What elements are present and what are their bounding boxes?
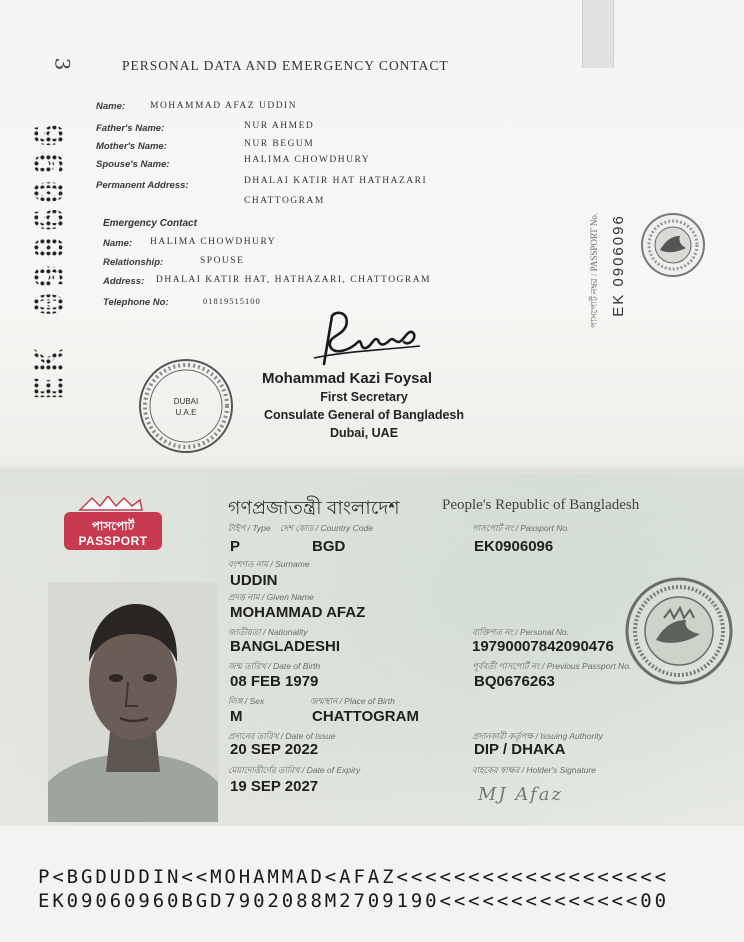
passport-no-value: EK0906096 (474, 538, 554, 555)
ec-address-value: DHALAI KATIR HAT, HATHAZARI, CHATTOGRAM (156, 275, 432, 285)
permanent-address-line2: CHATTOGRAM (244, 196, 325, 206)
personal-no-label: ব্যক্তিগত নং / Personal No. (472, 627, 570, 637)
passport-badge (58, 502, 168, 550)
badge-english: PASSPORT (78, 534, 148, 548)
bangladesh-emblem-icon (640, 212, 706, 278)
country-code-label: দেশ কোড / Country Code (280, 523, 373, 533)
prev-passport-label: পূর্ববর্তী পাসপোর্ট নং / Previous Passport No. (472, 661, 632, 671)
name-value: MOHAMMAD AFAZ UDDIN (150, 101, 298, 111)
sex-value: M (230, 708, 243, 725)
page-number: 3 (50, 57, 75, 71)
emergency-contact-title: Emergency Contact (103, 218, 197, 229)
perforation-text: EK 0906096 (27, 119, 74, 401)
type-label: টাইপ / Type (228, 523, 271, 533)
expiry-date-label: মেয়াদোত্তীর্ণের তারিখ / Date of Expiry (228, 765, 361, 775)
signer-location: Dubai, UAE (329, 426, 399, 440)
portrait-image (48, 582, 218, 822)
issuing-authority-value: DIP / DHAKA (474, 741, 566, 758)
father-name-value: NUR AHMED (244, 121, 315, 131)
spine-label-text: পাসপোর্ট নম্বর / PASSPORT No. (589, 212, 600, 328)
header-bengali: গণপ্রজাতন্ত্রী বাংলাদেশ (228, 498, 400, 519)
mother-name-label: Mother's Name: (96, 141, 167, 152)
passport-no-label: পাসপোর্ট নং / Passport No. (472, 523, 570, 533)
holder-signature: MJ Afaz (478, 784, 563, 805)
seal-line2: U.A.E (175, 408, 197, 417)
spouse-name-label: Spouse's Name: (96, 159, 170, 170)
nationality-value: BANGLADESHI (230, 638, 341, 655)
header-english: People's Republic of Bangladesh (442, 497, 640, 513)
spine-number-text: EK 0906096 (609, 213, 627, 317)
ec-telephone-label: Telephone No: (103, 297, 169, 308)
father-name-label: Father's Name: (96, 123, 165, 134)
mrz-line-1: P<BGDUDDIN<<MOHAMMAD<AFAZ<<<<<<<<<<<<<<<<<<< (38, 866, 669, 888)
ec-name-label: Name: (103, 238, 133, 249)
issuing-authority-label: প্রদানকারী কর্তৃপক্ষ / Issuing Authority (472, 731, 603, 741)
emblem-watermark-icon (624, 576, 734, 686)
consulate-seal-icon (136, 356, 236, 456)
holder-signature-label: বাহকের স্বাক্ষর / Holder's Signature (472, 765, 597, 775)
given-name-value: MOHAMMAD AFAZ (230, 604, 366, 621)
ec-address-label: Address: (103, 276, 145, 287)
place-of-birth-label: জন্মস্থান / Place of Birth (310, 696, 395, 706)
issue-date-label: প্রদানের তারিখ / Date of Issue (228, 731, 336, 741)
spouse-name-value: HALIMA CHOWDHURY (244, 155, 371, 165)
mother-name-value: NUR BEGUM (244, 139, 315, 149)
signer-name: Mohammad Kazi Foysal (262, 370, 433, 387)
page-tab (582, 0, 614, 68)
nationality-label: জাতীয়তা / Nationality (228, 627, 308, 637)
mrz-line-2: EK09060960BGD7902088M2709190<<<<<<<<<<<<<<00 (38, 890, 669, 912)
section-title: PERSONAL DATA AND EMERGENCY CONTACT (122, 58, 449, 73)
spine-passport-number (605, 190, 631, 340)
personal-data-page (0, 0, 744, 470)
ec-name-value: HALIMA CHOWDHURY (150, 237, 277, 247)
ec-relationship-label: Relationship: (103, 257, 164, 268)
surname-label: বংশগত নাম / Surname (228, 559, 310, 569)
type-value: P (230, 538, 241, 555)
place-of-birth-value: CHATTOGRAM (312, 708, 419, 725)
permanent-address-value: DHALAI KATIR HAT HATHAZARI (244, 176, 428, 186)
signer-title: First Secretary (320, 390, 408, 404)
officer-signature (310, 306, 430, 370)
perforated-passport-number (28, 100, 72, 420)
expiry-date-value: 19 SEP 2027 (230, 778, 319, 795)
dob-label: জন্ম তারিখ / Date of Birth (228, 661, 321, 671)
issue-date-value: 20 SEP 2022 (230, 741, 319, 758)
biodata-page (0, 474, 744, 942)
dob-value: 08 FEB 1979 (230, 673, 319, 690)
country-code-value: BGD (312, 538, 346, 555)
mrz-zone (0, 826, 744, 942)
name-label: Name: (96, 101, 126, 112)
badge-bengali: পাসপোর্ট (91, 519, 135, 533)
surname-value: UDDIN (230, 572, 278, 589)
ec-relationship-value: SPOUSE (200, 256, 245, 266)
prev-passport-value: BQ0676263 (474, 673, 555, 690)
sex-label: লিঙ্গ / Sex (228, 696, 265, 706)
holder-photo (48, 582, 218, 822)
seal-line1: DUBAI (173, 397, 199, 406)
ec-telephone-value: 01819515100 (203, 296, 261, 306)
spine-passport-label (585, 185, 605, 355)
given-name-label: প্রদত্ত নাম / Given Name (228, 592, 314, 602)
permanent-address-label: Permanent Address: (96, 180, 189, 191)
personal-no-value: 19790007842090476 (472, 638, 614, 655)
signer-office: Consulate General of Bangladesh (263, 408, 465, 422)
